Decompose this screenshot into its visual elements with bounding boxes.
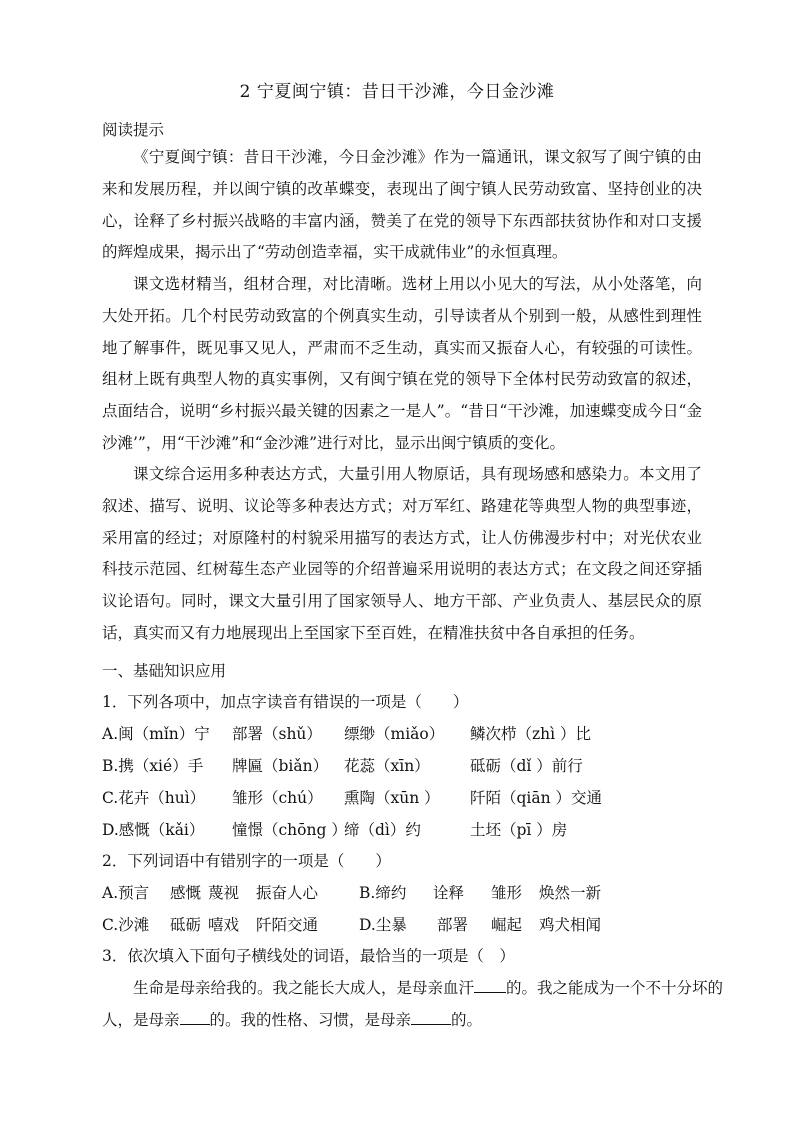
option-item: 蔑视: [208, 884, 240, 902]
question-2-stem: 2．下列词语中有错别字的一项是（ ）: [102, 852, 391, 870]
reading-tips-heading: 阅读提示: [102, 121, 165, 139]
sentence-text: 的。我的性格、习惯，是母亲: [209, 1011, 412, 1029]
option-item: C.花卉（huì）: [102, 789, 206, 807]
option-item: D.感慨（kǎi）: [102, 821, 205, 839]
sentence-text: 的。我之能成为一个不十分坏的: [506, 979, 724, 997]
option-item: 雏形: [491, 884, 523, 902]
option-item: 崛起: [491, 916, 523, 934]
fill-blank-2: [180, 1010, 210, 1025]
option-item: 鸡犬相闻: [539, 916, 602, 934]
question-3-sentence-line-2: [102, 1008, 482, 1030]
option-item: 部署（shǔ）: [232, 725, 322, 743]
question-3-stem: 3．依次填入下面句子横线处的词语，最恰当的一项是（ ）: [102, 947, 515, 965]
option-item: 焕然一新: [539, 884, 602, 902]
option-item: B.缔约: [359, 884, 407, 902]
section-heading: 一、基础知识应用: [102, 662, 227, 680]
option-item: D.尘暴: [359, 916, 407, 934]
option-item: 砥砺（dǐ ）前行: [470, 757, 583, 775]
option-item: 花蕊（xīn）: [344, 757, 430, 775]
sentence-text: 的。: [451, 1011, 483, 1029]
option-item: 阡陌交通: [256, 916, 319, 934]
fill-blank-1: [474, 978, 506, 993]
option-item: 牌匾（biǎn）: [232, 757, 329, 775]
sentence-text: 人，是母亲: [102, 1011, 180, 1029]
question-1-stem: 1．下列各项中，加点字读音有错误的一项是（ ）: [102, 693, 469, 711]
reading-tips-paragraph-2: 课文选材精当，组材合理，对比清晰。选材上用以小见大的写法，从小处落笔，向大处开拓。几个村民劳动致富的个例真实生动，引导读者从个别到一般，从感性到理性地了解事件，既见事又见人，严肃而不乏生动，真实而又振奋人心，有较强的可读性。组材上既有典型人物的真实事例，又有闽宁镇在党的领导下全体村民劳动致富的叙述，点面结合，说明“乡村振兴最关键的因素之一是人”。“昔日“干沙滩，加速蝶变成今日“金沙滩’”，用“干沙滩”和“金沙滩”进行对比，显示出闽宁镇质的变化。: [102, 275, 702, 452]
option-item: 感慨: [170, 884, 202, 902]
option-item: 砥砺: [170, 916, 202, 934]
option-item: A.预言: [102, 884, 150, 902]
option-item: 缔（dì）约: [344, 821, 421, 839]
option-item: 憧憬（chōng ）: [232, 821, 347, 839]
sentence-text: 生命是母亲给我的。我之能长大成人，是母亲血汗: [133, 979, 475, 997]
question-3-sentence-line-1: [133, 976, 723, 998]
reading-tips-paragraph-3: 课文综合运用多种表达方式，大量引用人物原话，具有现场感和感染力。本文用了叙述、描写、说明、议论等多种表达方式；对万军红、路建花等典型人物的典型事迹，采用富的经过；对原隆村的村貌采用描写的表达方式，让人仿佛漫步村中；对光伏农业科技示范园、红树莓生态产业园等的介绍普遍采用说明的表达方式；在文段之间还穿插议论语句。同时，课文大量引用了国家领导人、地方干部、产业负责人、基层民众的原话，真实而又有力地展现出上至国家下至百姓，在精准扶贫中各自承担的任务。: [102, 465, 702, 642]
option-item: 土坯（pī ）房: [470, 821, 568, 839]
option-item: A.闽（mǐn）宁: [102, 725, 210, 743]
option-item: 嘻戏: [208, 916, 240, 934]
option-item: 鳞次栉（zhì ）比: [470, 725, 592, 743]
option-item: 部署: [437, 916, 469, 934]
document-title: 2 宁夏闽宁镇：昔日干沙滩，今日金沙滩: [239, 82, 555, 102]
reading-tips-paragraph-1: 《宁夏闽宁镇：昔日干沙滩，今日金沙滩》作为一篇通讯，课文叙写了闽宁镇的由来和发展历程，并以闽宁镇的改革蝶变，表现出了闽宁镇人民劳动致富、坚持创业的决心，诠释了乡村振兴战略的丰富内涵，赞美了在党的领导下东西部扶贫协作和对口支援的辉煌成果，揭示出了“劳动创造幸福，实干成就伟业”的永恒真理。: [102, 148, 702, 262]
option-item: C.沙滩: [102, 916, 150, 934]
option-item: 雏形（chú）: [232, 789, 323, 807]
option-item: B.携（xié）手: [102, 757, 204, 775]
option-item: 阡陌（qiān ）交通: [470, 789, 603, 807]
fill-blank-3: [411, 1010, 451, 1025]
option-item: 缥缈（miǎo）: [344, 725, 445, 743]
option-item: 振奋人心: [256, 884, 319, 902]
option-item: 熏陶（xūn ）: [344, 789, 440, 807]
option-item: 诠释: [433, 884, 465, 902]
